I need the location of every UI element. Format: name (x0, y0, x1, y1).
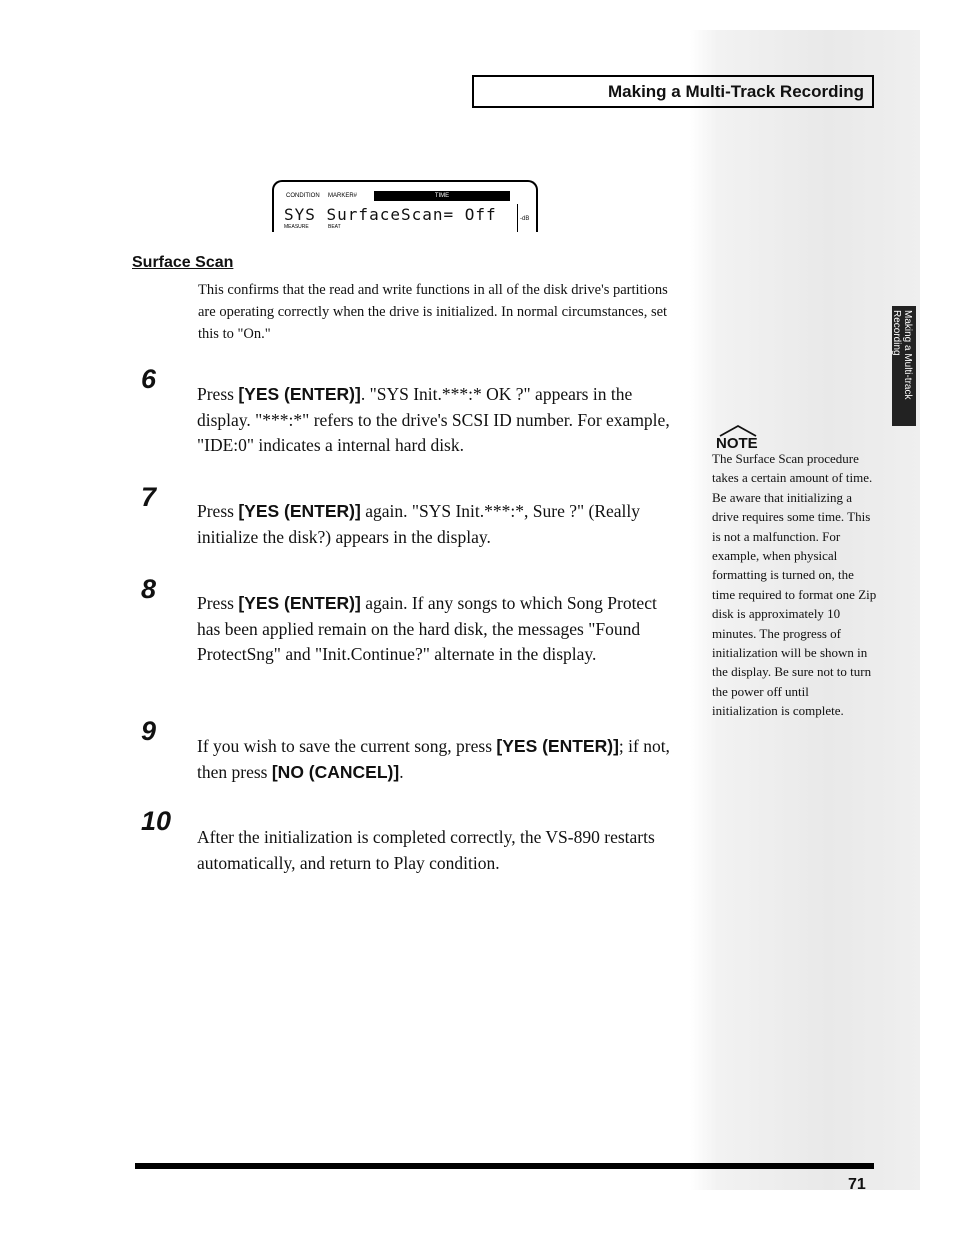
step-text: Press [YES (ENTER)]. "SYS Init.***:* OK ?" appears in the display. "***:*" refers to the drive's SCSI ID number. For example, "IDE:0" indicates a internal hard disk. (197, 384, 670, 455)
key-name: [YES (ENTER)] (238, 593, 361, 613)
lcd-divider (517, 204, 518, 232)
header-title: Making a Multi-Track Recording (608, 82, 864, 101)
step-text: After the initialization is completed correctly, the VS-890 restarts automatically, and return to Play condition. (197, 827, 655, 873)
lcd-db-label: -dB (520, 216, 530, 222)
chapter-tab (892, 306, 916, 426)
bottom-rule (135, 1163, 874, 1169)
running-header (472, 75, 874, 108)
lcd-time-bar: TIME (374, 191, 510, 201)
lcd-display (272, 180, 538, 232)
step-text: Press [YES (ENTER)] again. "SYS Init.***:*, Sure ?" (Really initialize the disk?) appears in the display. (197, 501, 641, 547)
step-number: 6 (141, 364, 157, 394)
lcd-text: SYS SurfaceScan= Off (284, 205, 497, 224)
note-label: NOTE (716, 435, 758, 450)
chapter-tab-label: Making a Multi-track Recording (891, 310, 913, 400)
key-name: [YES (ENTER)] (238, 501, 361, 521)
section-intro: This confirms that the read and write functions in all of the disk drive's partitions are operating correctly when the drive is initialized. In normal circumstances, set this to "On." (198, 282, 668, 342)
key-name: [YES (ENTER)] (496, 736, 619, 756)
section-title: Surface Scan (132, 254, 234, 271)
lcd-label-condition: CONDITION (286, 193, 320, 199)
page-number: 71 (848, 1176, 866, 1193)
step-text: If you wish to save the current song, press [YES (ENTER)]; if not, then press [NO (CANCEL)]. (197, 736, 670, 782)
step-number: 10 (141, 806, 172, 836)
lcd-label-beat: BEAT (328, 224, 341, 230)
step-number: 7 (141, 482, 157, 512)
note-text: The Surface Scan procedure takes a certain amount of time. Be aware that initializing a drive requires some time. This is not a malfunction. For example, when physical formatting is turned on, the time required to format one Zip disk is approximately 10 minutes. The progress of initialization will be shown in the display. Be sure not to turn the power off until initialization is complete. (712, 451, 877, 719)
step-number: 9 (141, 716, 157, 746)
key-name: [NO (CANCEL)] (271, 761, 400, 782)
step-text: Press [YES (ENTER)] again. If any songs to which Song Protect has been applied remain on the hard disk, the messages "Found ProtectSng" and "Init.Continue?" alternate in the display. (197, 593, 657, 664)
key-name: [YES (ENTER)] (238, 384, 361, 404)
lcd-label-marker: MARKER# (328, 193, 358, 199)
step-number: 8 (141, 574, 157, 604)
lcd-label-measure: MEASURE (284, 224, 309, 230)
